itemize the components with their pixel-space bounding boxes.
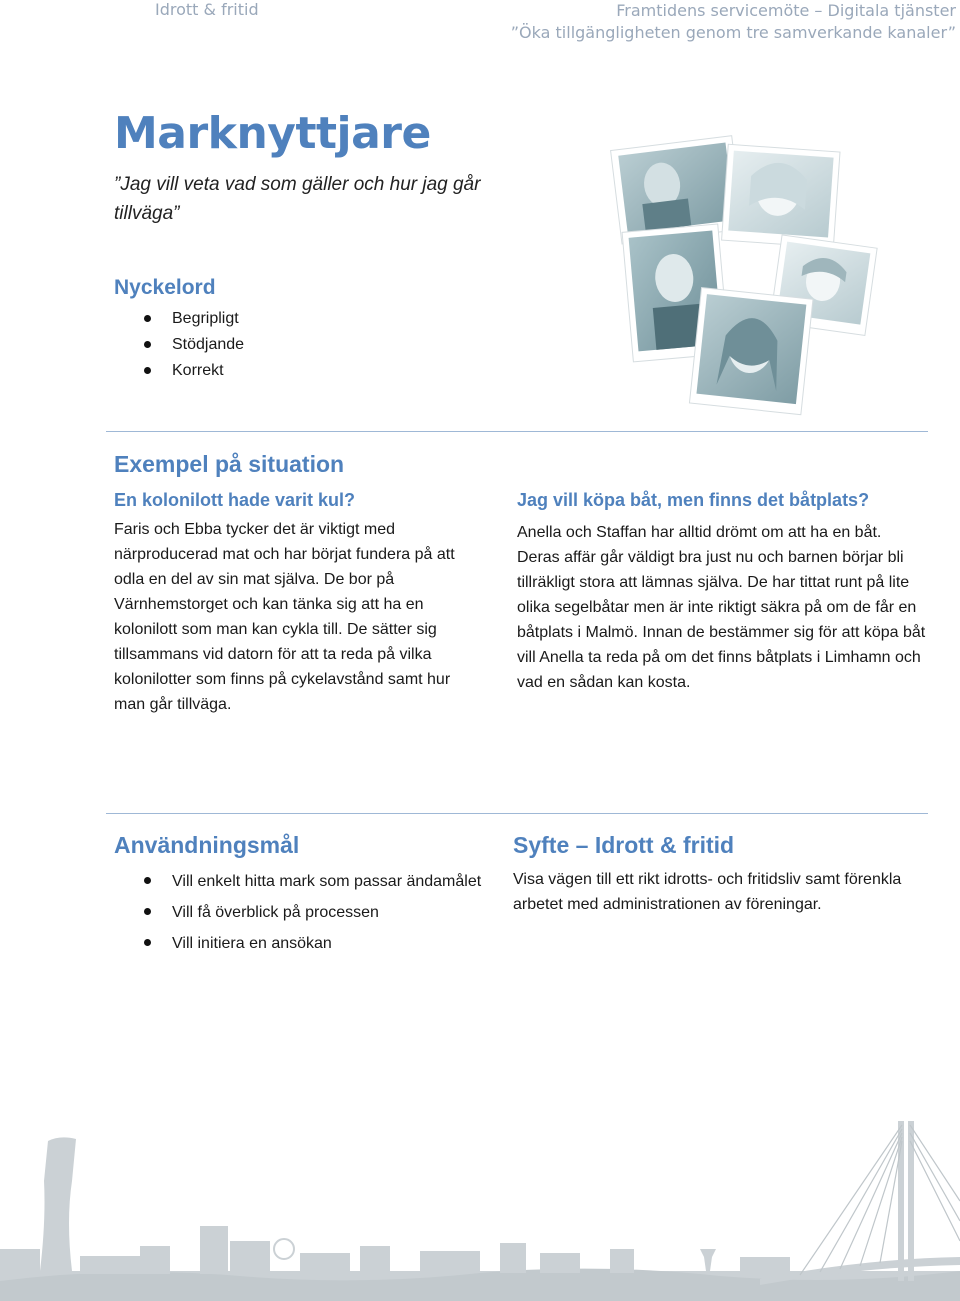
- situation-right-text: Anella och Staffan har alltid drömt om att ha en båt. Deras affär går väldigt bra just nu och barnen börjar bli tillräkligt stora att lämnas själva. De har tittat runt på lite olika segelbåtar men är inte riktigt säkra på om de får en båtplats i Malmö. Innan de bestämmer sig för att köpa båt vill Anella ta reda på om det finns båtplats i Limhamn och vad en sådan kan kosta.: [517, 524, 926, 691]
- persona-quote: ”Jag vill veta vad som gäller och hur jag går tillväga”: [114, 174, 481, 224]
- header-project-line1: Framtidens servicemöte – Digitala tjänster: [616, 1, 956, 20]
- turning-torso-tower: [40, 1137, 76, 1271]
- header-project-line2: ”Öka tillgängligheten genom tre samverkande kanaler”: [510, 23, 956, 42]
- persona-title: Marknyttjare: [114, 108, 431, 159]
- usage-item: Vill initiera en ansökan: [144, 928, 481, 959]
- section-divider: [106, 813, 928, 814]
- persona-photo-collage: [600, 128, 880, 418]
- usage-item: Vill enkelt hitta mark som passar ändamålet: [144, 866, 481, 897]
- water-tower-icon: [700, 1249, 716, 1271]
- keywords-list: [144, 306, 244, 384]
- photo-woman-blonde: [722, 144, 840, 248]
- photo-girl: [689, 288, 813, 415]
- city-skyline-illustration: [0, 1081, 960, 1301]
- purpose-text: Visa vägen till ett rikt idrotts- och fritidsliv samt förenkla arbetet med administrationen av föreningar.: [513, 871, 902, 913]
- keywords-heading: Nyckelord: [114, 276, 216, 299]
- section-divider: [106, 431, 928, 432]
- usage-list: [144, 866, 481, 959]
- keyword-item: Stödjande: [144, 332, 244, 358]
- bridge-cables: [800, 1125, 960, 1275]
- situation-right-title: Jag vill köpa båt, men finns det båtplats?: [517, 490, 870, 510]
- ferris-wheel-icon: [274, 1239, 294, 1259]
- purpose-heading: Syfte – Idrott & fritid: [513, 832, 735, 858]
- keyword-item: Begripligt: [144, 306, 244, 332]
- usage-heading: Användningsmål: [114, 832, 300, 858]
- keyword-item: Korrekt: [144, 358, 244, 384]
- situation-left-text: Faris och Ebba tycker det är viktigt med närproducerad mat och har börjat fundera på att odla en del av sin mat själva. De bor på Värnhemstorget och kan tänka sig att ha en kolonilott som man kan cykla till. De sätter sig tillsammans vid datorn för att ta reda på vilka kolonilotter som finns på cykelavstånd samt hur man går tillväga.: [114, 521, 455, 713]
- header-section-label: Idrott & fritid: [155, 0, 259, 19]
- situation-heading: Exempel på situation: [114, 451, 345, 477]
- usage-item: Vill få överblick på processen: [144, 897, 481, 928]
- header-project-title: [511, 0, 956, 44]
- situation-left-title: En kolonilott hade varit kul?: [114, 490, 356, 510]
